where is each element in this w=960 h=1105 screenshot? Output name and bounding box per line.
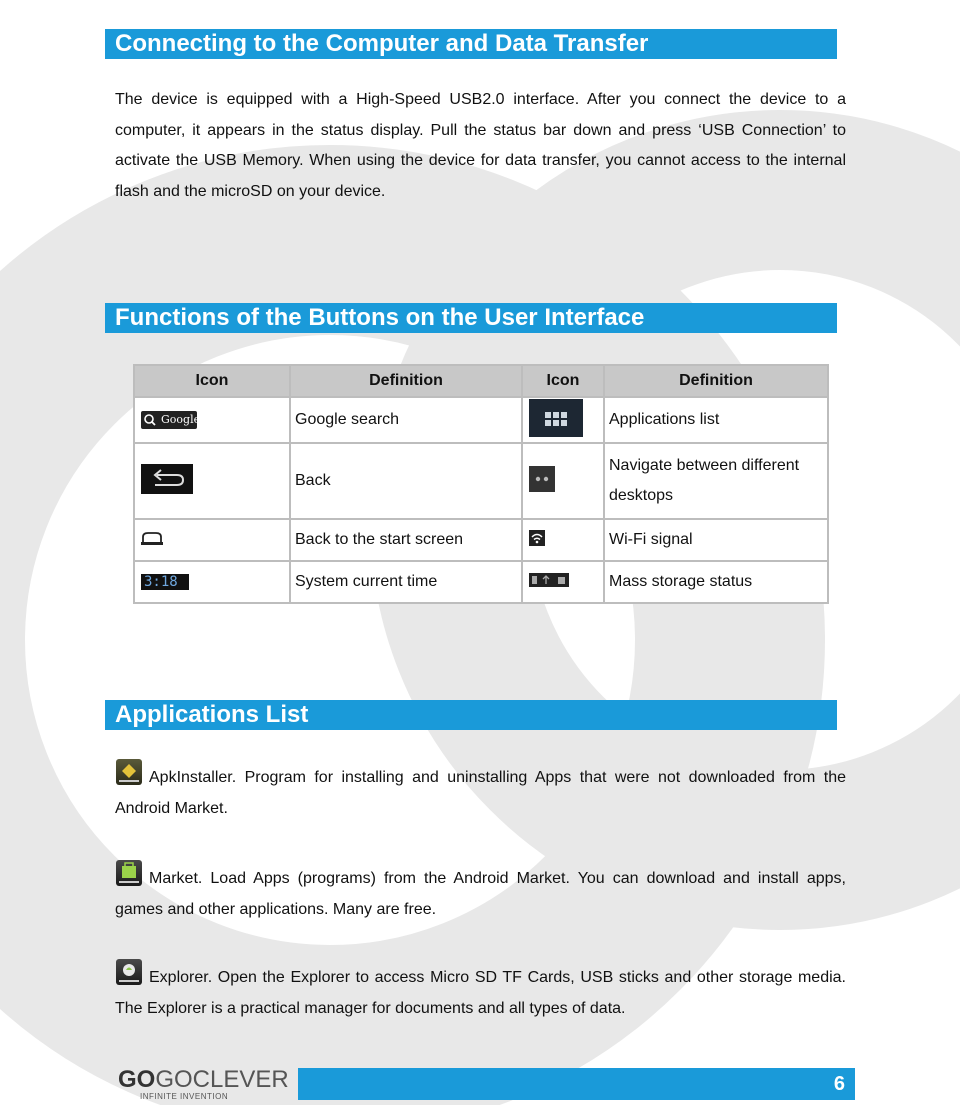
google-search-icon xyxy=(141,411,201,429)
icon-cell xyxy=(134,397,290,443)
explorer-description: Explorer. Open the Explorer to access Micro SD TF Cards, USB sticks and other storage media. The Explorer is a practical manager for documents and all types of data. xyxy=(115,969,846,1017)
connecting-paragraph: The device is equipped with a High-Speed USB2.0 interface. After you connect the device to a computer, it appears in the status display. Pull the status bar down and press ‘USB Connection’ to activate the USB Memory. When using the device for data transfer, you cannot access to the internal flash and the microSD on your device. xyxy=(115,91,846,200)
section-title-connecting: Connecting to the Computer and Data Transfer xyxy=(105,29,837,59)
definition-cell: Wi-Fi signal xyxy=(604,519,828,561)
applications-list-icon xyxy=(529,399,583,442)
definition-cell: Navigate between different desktops xyxy=(604,443,828,519)
header-icon-1: Icon xyxy=(134,365,290,397)
back-icon xyxy=(141,464,193,499)
logo-tagline: INFINITE INVENTION xyxy=(140,1092,229,1101)
icon-cell xyxy=(134,519,290,561)
storage-status-icon xyxy=(529,573,569,592)
buttons-table xyxy=(133,364,829,604)
header-definition-1: Definition xyxy=(290,365,522,397)
goclever-logo xyxy=(118,1068,289,1102)
logo-wordmark xyxy=(118,1068,289,1092)
definition-cell: Applications list xyxy=(604,397,828,443)
definition-cell: Mass storage status xyxy=(604,561,828,603)
icon-cell xyxy=(134,561,290,603)
header-definition-2: Definition xyxy=(604,365,828,397)
google-label: Google xyxy=(161,412,201,426)
definition-cell: Google search xyxy=(290,397,522,443)
logo-go: GO xyxy=(118,1066,156,1093)
icon-cell xyxy=(522,443,604,519)
table-row xyxy=(134,561,828,603)
definition-cell: Back xyxy=(290,443,522,519)
section-title-apps: Applications List xyxy=(105,700,837,730)
market-description: Market. Load Apps (programs) from the Android Market. You can download and install apps, games and other applications. Many are free. xyxy=(115,870,846,918)
footer-bar xyxy=(298,1068,855,1100)
logo-name: GOCLEVER xyxy=(155,1066,289,1093)
table-row xyxy=(134,397,828,443)
section-title-buttons: Functions of the Buttons on the User Interface xyxy=(105,303,837,333)
icon-cell xyxy=(522,561,604,603)
icon-cell xyxy=(522,519,604,561)
home-icon xyxy=(141,531,163,550)
clock-time: 3:18 xyxy=(144,573,178,590)
apkinstaller-description: ApkInstaller. Program for installing and uninstalling Apps that were not downloaded from the Android Market. xyxy=(115,769,846,817)
page-number: 6 xyxy=(833,1073,845,1095)
definition-cell: System current time xyxy=(290,561,522,603)
table-row xyxy=(134,519,828,561)
clock-icon xyxy=(141,574,189,590)
icon-cell xyxy=(522,397,604,443)
icon-cell xyxy=(134,443,290,519)
table-header-row xyxy=(134,365,828,397)
desktops-icon xyxy=(529,466,555,497)
header-icon-2: Icon xyxy=(522,365,604,397)
wifi-icon xyxy=(529,530,545,551)
definition-cell: Back to the start screen xyxy=(290,519,522,561)
table-row xyxy=(134,443,828,519)
